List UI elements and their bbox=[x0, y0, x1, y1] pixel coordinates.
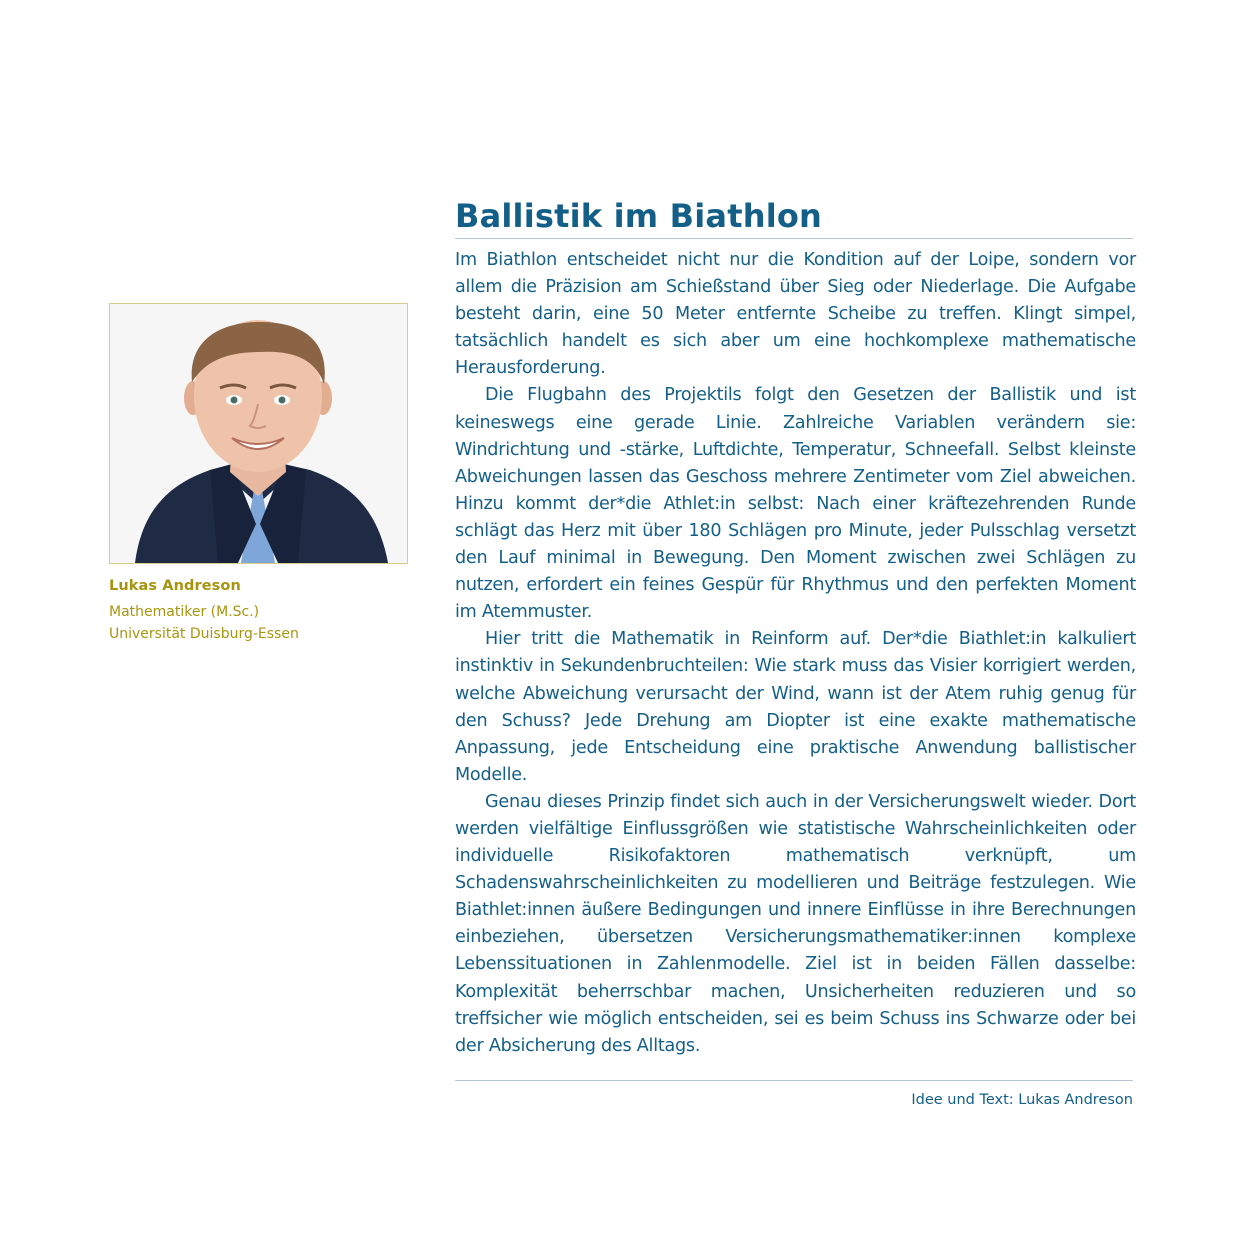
title-divider bbox=[455, 238, 1133, 239]
paragraph-1: Im Biathlon entscheidet nicht nur die Kondition auf der Loipe, sondern vor allem die Präzision am Schießstand über Sieg oder Niederlage. Die Aufgabe besteht darin, eine 50 Meter entfernte Scheibe zu treffen. Klingt simpel, tatsächlich handelt es sich aber um eine hochkomplexe mathematische Herausforderung. bbox=[455, 250, 1136, 379]
footer-divider bbox=[455, 1080, 1133, 1081]
author-name: Lukas Andreson bbox=[109, 578, 241, 594]
paragraph-3: Hier tritt die Mathematik in Reinform auf. Der*die Biathlet:in kalkuliert instinktiv in Sekundenbruchteilen: Wie stark muss das Visier korrigiert werden, welche Abweichung verursacht der Wind, wann ist der Atem ruhig genug für den Schuss? Jede Drehung am Diopter ist eine exakte mathematische Anpassung, jede Entscheidung eine praktische Anwendung ballistischer Modelle. bbox=[455, 629, 1136, 785]
author-affiliation: Universität Duisburg-Essen bbox=[109, 626, 299, 642]
article-body bbox=[455, 247, 1136, 1060]
credit-line: Idee und Text: Lukas Andreson bbox=[911, 1092, 1133, 1108]
paragraph-4: Genau dieses Prinzip findet sich auch in der Versicherungswelt wieder. Dort werden vielfältige Einflussgrößen wie statistische Wahrscheinlichkeiten oder individuelle Risikofaktoren mathematisch verknüpft, um Schadenswahrscheinlichkeiten zu modellieren und Beiträge festzulegen. Wie Biathlet:innen äußere Bedingungen und innere Einflüsse in ihre Berechnungen einbeziehen, übersetzen Versicherungsmathematiker:innen komplexe Lebenssituationen in Zahlenmodelle. Ziel ist in beiden Fällen dasselbe: Komplexität beherrschbar machen, Unsicherheiten reduzieren und so treffsicher wie möglich entscheiden, sei es beim Schuss ins Schwarze oder bei der Absicherung des Alltags. bbox=[455, 791, 1136, 1056]
paragraph-2: Die Flugbahn des Projektils folgt den Gesetzen der Ballistik und ist keineswegs eine gerade Linie. Zahlreiche Variablen verändern sie: Windrichtung und -stärke, Luftdichte, Temperatur, Schneefall. Selbst kleinste Abweichungen lassen das Geschoss mehrere Zentimeter vom Ziel abweichen. Hinzu kommt der*die Athlet:in selbst: Nach einer kräftezehrenden Runde schlägt das Herz mit über 180 Schlägen pro Minute, jeder Pulsschlag versetzt den Lauf minimal in Bewegung. Den Moment zwischen zwei Schlägen zu nutzen, erfordert ein feines Gespür für Rhythmus und den perfekten Moment im Atemmuster. bbox=[455, 385, 1136, 623]
portrait-icon bbox=[110, 304, 407, 563]
article-title: Ballistik im Biathlon bbox=[455, 197, 823, 235]
author-role: Mathematiker (M.Sc.) bbox=[109, 604, 260, 620]
author-portrait bbox=[109, 303, 408, 564]
